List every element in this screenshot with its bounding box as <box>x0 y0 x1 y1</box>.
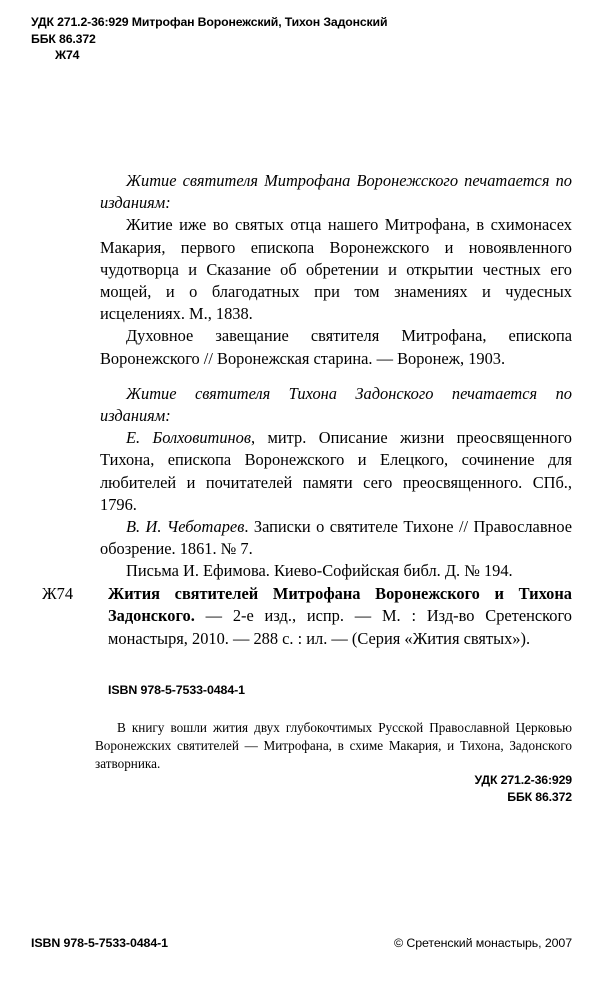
bbk-code-repeat: ББК 86.372 <box>507 789 572 804</box>
bbk-code-line: ББК 86.372 <box>31 31 96 46</box>
source-text-bolkhovitinov: , митр. Описание жизни преосвященного Тихона, епископа Воронежского и Елецкого, сочинение для любителей и почитателей памяти сего преосвященного. СПб., 1796. <box>100 428 573 514</box>
source-entry-mitrofan-1: Житие иже во святых отца нашего Митрофана, в схимонасех Макария, первого епископа Воронежского и новоявленного чудотворца и Сказание об обретении и открытии честных его мощей, и о благодатных при том знамениях и чудесных исцелениях. М., 1838. <box>100 215 572 324</box>
catalog-card-imprint: — 2-е изд., испр. — М. : Изд-во Сретенского монастыря, 2010. — 288 с. : ил. — (Серия «Жития святых»). <box>108 606 572 648</box>
source-entry-tikhon-2 <box>100 516 572 560</box>
copyright-notice: © Сретенский монастырь, 2007 <box>394 936 572 950</box>
classification-footer <box>475 772 572 805</box>
annotation-block <box>95 719 572 774</box>
classification-header <box>31 14 387 64</box>
source-entry-tikhon-3: Письма И. Ефимова. Киево-Софийская библ. Д. № 194. <box>126 561 513 581</box>
catalog-card-code: Ж74 <box>42 584 74 603</box>
page-footer <box>31 936 572 950</box>
author-sign-code: Ж74 <box>55 48 80 62</box>
isbn-footer: ISBN 978-5-7533-0484-1 <box>31 936 168 950</box>
udk-code-repeat: УДК 271.2-36:929 <box>474 773 572 787</box>
annotation-text: В книгу вошли жития двух глубокочтимых Русской Православной Церковью Воронежских святителей — Митрофана, в схиме Макария, и Тихона, Задонского затворника. <box>95 720 572 772</box>
source-text-chebotarev: . Записки о святителе Тихоне // Православное обозрение. 1861. № 7. <box>100 517 572 559</box>
udk-code-line: УДК 271.2-36:929 Митрофан Воронежский, Тихон Задонский <box>31 15 388 29</box>
isbn-catalog: ISBN 978-5-7533-0484-1 <box>108 683 245 697</box>
source-heading-mitrofan: Житие святителя Митрофана Воронежского печатается по изданиям: <box>100 171 572 213</box>
editions-block <box>100 170 572 583</box>
catalog-card-description <box>108 583 572 650</box>
source-entry-mitrofan-2: Духовное завещание святителя Митрофана, епископа Воронежского // Воронежская старина. — Воронеж, 1903. <box>100 326 572 368</box>
catalog-card <box>42 583 572 650</box>
source-author-chebotarev: В. И. Чеботарев <box>126 517 245 537</box>
source-entry-tikhon-1 <box>100 427 572 516</box>
catalog-card-title: Жития святителей Митрофана Воронежского и Тихона Задонского. <box>108 584 572 626</box>
source-heading-tikhon: Житие святителя Тихона Задонского печатается по изданиям: <box>100 383 572 426</box>
source-author-bolkhovitinov: Е. Болховитинов <box>126 428 251 448</box>
